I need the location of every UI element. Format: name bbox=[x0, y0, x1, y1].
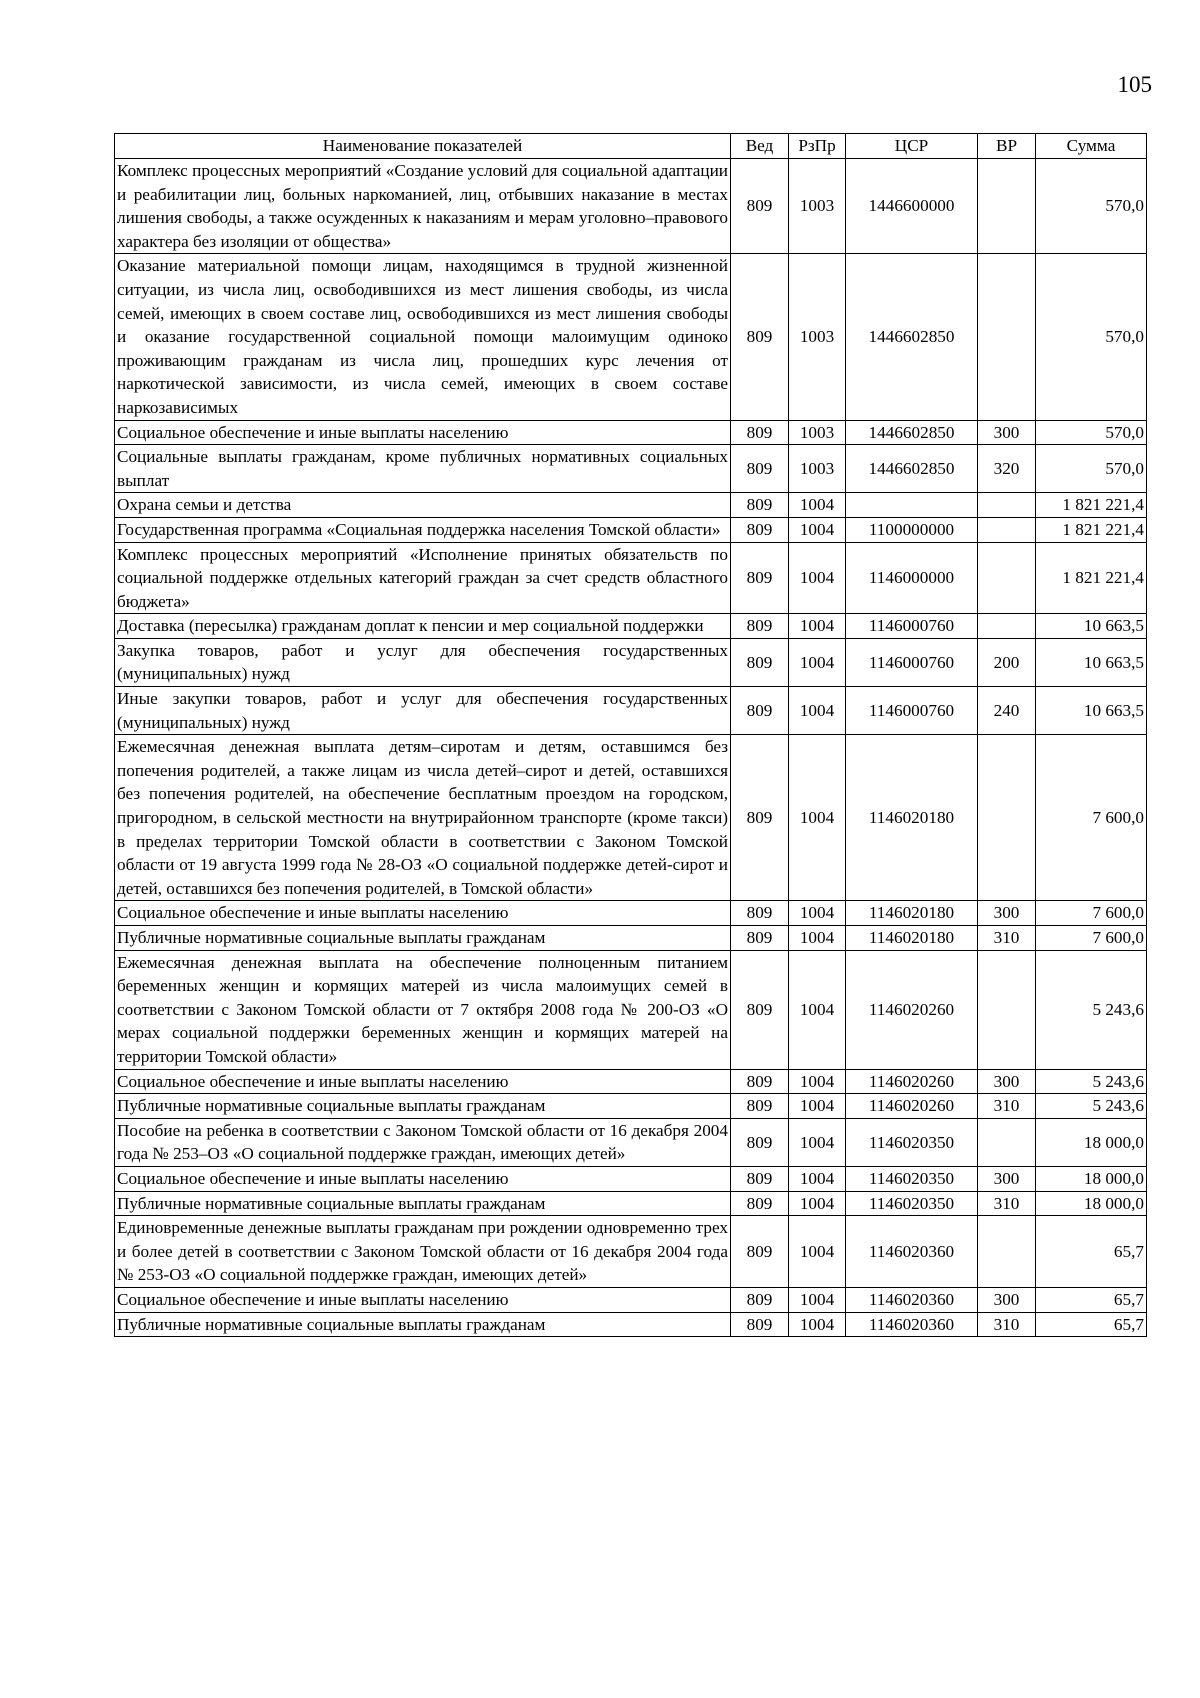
row-ved: 809 bbox=[731, 926, 789, 951]
row-name: Социальное обеспечение и иные выплаты населению bbox=[115, 420, 731, 445]
row-csr: 1446602850 bbox=[846, 254, 978, 420]
row-name: Социальные выплаты гражданам, кроме публичных нормативных социальных выплат bbox=[115, 445, 731, 493]
header-sum: Сумма bbox=[1036, 134, 1147, 159]
row-name: Оказание материальной помощи лицам, находящимся в трудной жизненной ситуации, из числа лиц, освободившихся из мест лишения свободы, из числа семей, имеющих в своем составе лиц, освободившихся из мест лишения свободы и оказание государственной социальной помощи малоимущим одиноко проживающим гражданам из числа лиц, прошедших курс лечения от наркотической зависимости, из числа семей, имеющих в своем составе наркозависимых bbox=[115, 254, 731, 420]
row-vr: 240 bbox=[978, 687, 1036, 735]
row-csr: 1146020180 bbox=[846, 926, 978, 951]
row-ved: 809 bbox=[731, 901, 789, 926]
row-rzpr: 1004 bbox=[789, 735, 846, 901]
table-row bbox=[115, 159, 1147, 254]
row-vr: 320 bbox=[978, 445, 1036, 493]
row-rzpr: 1004 bbox=[789, 687, 846, 735]
row-vr: 300 bbox=[978, 420, 1036, 445]
row-ved: 809 bbox=[731, 1216, 789, 1288]
row-ved: 809 bbox=[731, 1312, 789, 1337]
row-name: Комплекс процессных мероприятий «Исполнение принятых обязательств по социальной поддержке отдельных категорий граждан за счет средств областного бюджета» bbox=[115, 542, 731, 614]
row-vr: 310 bbox=[978, 1094, 1036, 1119]
row-name: Доставка (пересылка) гражданам доплат к пенсии и мер социальной поддержки bbox=[115, 614, 731, 639]
row-name: Единовременные денежные выплаты гражданам при рождении одновременно трех и более детей в соответствии с Законом Томской области от 16 декабря 2004 года № 253-ОЗ «О социальной поддержке граждан, имеющих детей» bbox=[115, 1216, 731, 1288]
row-vr bbox=[978, 950, 1036, 1069]
row-sum: 18 000,0 bbox=[1036, 1191, 1147, 1216]
row-rzpr: 1003 bbox=[789, 254, 846, 420]
row-csr: 1146020260 bbox=[846, 1069, 978, 1094]
header-csr: ЦСР bbox=[846, 134, 978, 159]
table-row bbox=[115, 926, 1147, 951]
row-ved: 809 bbox=[731, 542, 789, 614]
row-rzpr: 1004 bbox=[789, 493, 846, 518]
table-row bbox=[115, 254, 1147, 420]
row-name: Социальное обеспечение и иные выплаты населению bbox=[115, 1166, 731, 1191]
row-name: Охрана семьи и детства bbox=[115, 493, 731, 518]
row-vr bbox=[978, 517, 1036, 542]
row-csr: 1446602850 bbox=[846, 445, 978, 493]
row-vr: 300 bbox=[978, 1287, 1036, 1312]
row-rzpr: 1003 bbox=[789, 420, 846, 445]
row-rzpr: 1003 bbox=[789, 445, 846, 493]
row-csr: 1146020260 bbox=[846, 950, 978, 1069]
row-sum: 18 000,0 bbox=[1036, 1166, 1147, 1191]
row-csr: 1146020350 bbox=[846, 1191, 978, 1216]
row-name: Комплекс процессных мероприятий «Создание условий для социальной адаптации и реабилитации лиц, больных наркоманией, лиц, отбывших наказание в местах лишения свободы, а также осужденных к наказаниям и мерам уголовно–правового характера без изоляции от общества» bbox=[115, 159, 731, 254]
row-ved: 809 bbox=[731, 950, 789, 1069]
table-header-row bbox=[115, 134, 1147, 159]
row-sum: 5 243,6 bbox=[1036, 950, 1147, 1069]
row-rzpr: 1004 bbox=[789, 1118, 846, 1166]
table-row bbox=[115, 493, 1147, 518]
table-row bbox=[115, 542, 1147, 614]
table-row bbox=[115, 517, 1147, 542]
budget-table bbox=[114, 133, 1147, 1337]
row-rzpr: 1004 bbox=[789, 542, 846, 614]
row-rzpr: 1004 bbox=[789, 614, 846, 639]
row-ved: 809 bbox=[731, 687, 789, 735]
table-row bbox=[115, 614, 1147, 639]
table-row bbox=[115, 445, 1147, 493]
row-name: Ежемесячная денежная выплата на обеспечение полноценным питанием беременных женщин и кормящих матерей из числа малоимущих семей в соответствии с Законом Томской области от 7 октября 2008 года № 200-ОЗ «О мерах социальной поддержки беременных женщин и кормящих матерей на территории Томской области» bbox=[115, 950, 731, 1069]
row-ved: 809 bbox=[731, 1287, 789, 1312]
table-row bbox=[115, 1094, 1147, 1119]
row-rzpr: 1004 bbox=[789, 926, 846, 951]
row-ved: 809 bbox=[731, 1191, 789, 1216]
row-name: Социальное обеспечение и иные выплаты населению bbox=[115, 1287, 731, 1312]
row-name: Социальное обеспечение и иные выплаты населению bbox=[115, 901, 731, 926]
row-ved: 809 bbox=[731, 420, 789, 445]
row-csr: 1146020360 bbox=[846, 1216, 978, 1288]
header-ved: Вед bbox=[731, 134, 789, 159]
row-csr: 1146020260 bbox=[846, 1094, 978, 1119]
row-rzpr: 1004 bbox=[789, 1216, 846, 1288]
row-csr: 1446602850 bbox=[846, 420, 978, 445]
row-name: Социальное обеспечение и иные выплаты населению bbox=[115, 1069, 731, 1094]
table-row bbox=[115, 1312, 1147, 1337]
row-rzpr: 1004 bbox=[789, 1094, 846, 1119]
row-sum: 570,0 bbox=[1036, 159, 1147, 254]
page-number: 105 bbox=[1117, 72, 1152, 97]
row-name: Иные закупки товаров, работ и услуг для обеспечения государственных (муниципальных) нужд bbox=[115, 687, 731, 735]
row-sum: 10 663,5 bbox=[1036, 638, 1147, 686]
row-csr: 1146000760 bbox=[846, 687, 978, 735]
row-name: Государственная программа «Социальная поддержка населения Томской области» bbox=[115, 517, 731, 542]
row-rzpr: 1004 bbox=[789, 1287, 846, 1312]
row-vr: 300 bbox=[978, 1069, 1036, 1094]
row-ved: 809 bbox=[731, 159, 789, 254]
row-ved: 809 bbox=[731, 735, 789, 901]
row-rzpr: 1004 bbox=[789, 1312, 846, 1337]
row-name: Закупка товаров, работ и услуг для обеспечения государственных (муниципальных) нужд bbox=[115, 638, 731, 686]
table-row bbox=[115, 638, 1147, 686]
row-vr bbox=[978, 1118, 1036, 1166]
row-sum: 10 663,5 bbox=[1036, 687, 1147, 735]
row-name: Публичные нормативные социальные выплаты гражданам bbox=[115, 1312, 731, 1337]
row-sum: 570,0 bbox=[1036, 254, 1147, 420]
table-row bbox=[115, 1287, 1147, 1312]
table-row bbox=[115, 901, 1147, 926]
row-ved: 809 bbox=[731, 1118, 789, 1166]
row-csr: 1146020350 bbox=[846, 1118, 978, 1166]
row-vr bbox=[978, 614, 1036, 639]
row-vr: 300 bbox=[978, 1166, 1036, 1191]
row-csr: 1146000760 bbox=[846, 638, 978, 686]
table-row bbox=[115, 687, 1147, 735]
row-csr: 1146000000 bbox=[846, 542, 978, 614]
row-csr: 1100000000 bbox=[846, 517, 978, 542]
table-row bbox=[115, 1191, 1147, 1216]
row-ved: 809 bbox=[731, 614, 789, 639]
row-vr bbox=[978, 254, 1036, 420]
row-vr: 300 bbox=[978, 901, 1036, 926]
row-rzpr: 1004 bbox=[789, 1191, 846, 1216]
table-row bbox=[115, 1118, 1147, 1166]
row-name: Публичные нормативные социальные выплаты гражданам bbox=[115, 926, 731, 951]
row-rzpr: 1004 bbox=[789, 1166, 846, 1191]
row-sum: 1 821 221,4 bbox=[1036, 542, 1147, 614]
row-sum: 7 600,0 bbox=[1036, 735, 1147, 901]
row-sum: 65,7 bbox=[1036, 1287, 1147, 1312]
row-vr: 200 bbox=[978, 638, 1036, 686]
header-vr: ВР bbox=[978, 134, 1036, 159]
row-sum: 18 000,0 bbox=[1036, 1118, 1147, 1166]
row-vr bbox=[978, 735, 1036, 901]
row-rzpr: 1004 bbox=[789, 638, 846, 686]
row-csr bbox=[846, 493, 978, 518]
row-rzpr: 1004 bbox=[789, 950, 846, 1069]
table-row bbox=[115, 950, 1147, 1069]
row-vr: 310 bbox=[978, 926, 1036, 951]
row-ved: 809 bbox=[731, 517, 789, 542]
row-name: Публичные нормативные социальные выплаты гражданам bbox=[115, 1191, 731, 1216]
row-sum: 570,0 bbox=[1036, 420, 1147, 445]
row-rzpr: 1004 bbox=[789, 901, 846, 926]
row-ved: 809 bbox=[731, 254, 789, 420]
row-rzpr: 1003 bbox=[789, 159, 846, 254]
row-name: Ежемесячная денежная выплата детям–сиротам и детям, оставшимся без попечения родителей, а также лицам из числа детей–сирот и детей, оставшихся без попечения родителей, на обеспечение бесплатным проездом на городском, пригородном, в сельской местности на внутрирайонном транспорте (кроме такси) в пределах территории Томской области в соответствии с Законом Томской области от 19 августа 1999 года № 28-ОЗ «О социальной поддержке детей-сирот и детей, оставшихся без попечения родителей, в Томской области» bbox=[115, 735, 731, 901]
row-name: Публичные нормативные социальные выплаты гражданам bbox=[115, 1094, 731, 1119]
row-csr: 1446600000 bbox=[846, 159, 978, 254]
row-vr bbox=[978, 1216, 1036, 1288]
row-ved: 809 bbox=[731, 445, 789, 493]
row-rzpr: 1004 bbox=[789, 1069, 846, 1094]
row-vr bbox=[978, 493, 1036, 518]
row-sum: 65,7 bbox=[1036, 1312, 1147, 1337]
row-vr: 310 bbox=[978, 1191, 1036, 1216]
row-ved: 809 bbox=[731, 1094, 789, 1119]
row-sum: 5 243,6 bbox=[1036, 1069, 1147, 1094]
row-ved: 809 bbox=[731, 1166, 789, 1191]
table-row bbox=[115, 1069, 1147, 1094]
table-row bbox=[115, 735, 1147, 901]
row-sum: 5 243,6 bbox=[1036, 1094, 1147, 1119]
row-ved: 809 bbox=[731, 1069, 789, 1094]
row-csr: 1146000760 bbox=[846, 614, 978, 639]
row-csr: 1146020180 bbox=[846, 901, 978, 926]
header-name: Наименование показателей bbox=[115, 134, 731, 159]
row-ved: 809 bbox=[731, 638, 789, 686]
row-sum: 7 600,0 bbox=[1036, 926, 1147, 951]
row-sum: 570,0 bbox=[1036, 445, 1147, 493]
row-csr: 1146020360 bbox=[846, 1287, 978, 1312]
row-csr: 1146020180 bbox=[846, 735, 978, 901]
row-name: Пособие на ребенка в соответствии с Законом Томской области от 16 декабря 2004 года № 253–ОЗ «О социальной поддержке граждан, имеющих детей» bbox=[115, 1118, 731, 1166]
table-row bbox=[115, 1216, 1147, 1288]
row-vr bbox=[978, 159, 1036, 254]
row-sum: 10 663,5 bbox=[1036, 614, 1147, 639]
row-vr: 310 bbox=[978, 1312, 1036, 1337]
row-csr: 1146020360 bbox=[846, 1312, 978, 1337]
table-row bbox=[115, 420, 1147, 445]
header-rzpr: РзПр bbox=[789, 134, 846, 159]
row-ved: 809 bbox=[731, 493, 789, 518]
row-sum: 1 821 221,4 bbox=[1036, 517, 1147, 542]
row-sum: 7 600,0 bbox=[1036, 901, 1147, 926]
table-row bbox=[115, 1166, 1147, 1191]
row-sum: 1 821 221,4 bbox=[1036, 493, 1147, 518]
row-sum: 65,7 bbox=[1036, 1216, 1147, 1288]
row-vr bbox=[978, 542, 1036, 614]
row-csr: 1146020350 bbox=[846, 1166, 978, 1191]
row-rzpr: 1004 bbox=[789, 517, 846, 542]
